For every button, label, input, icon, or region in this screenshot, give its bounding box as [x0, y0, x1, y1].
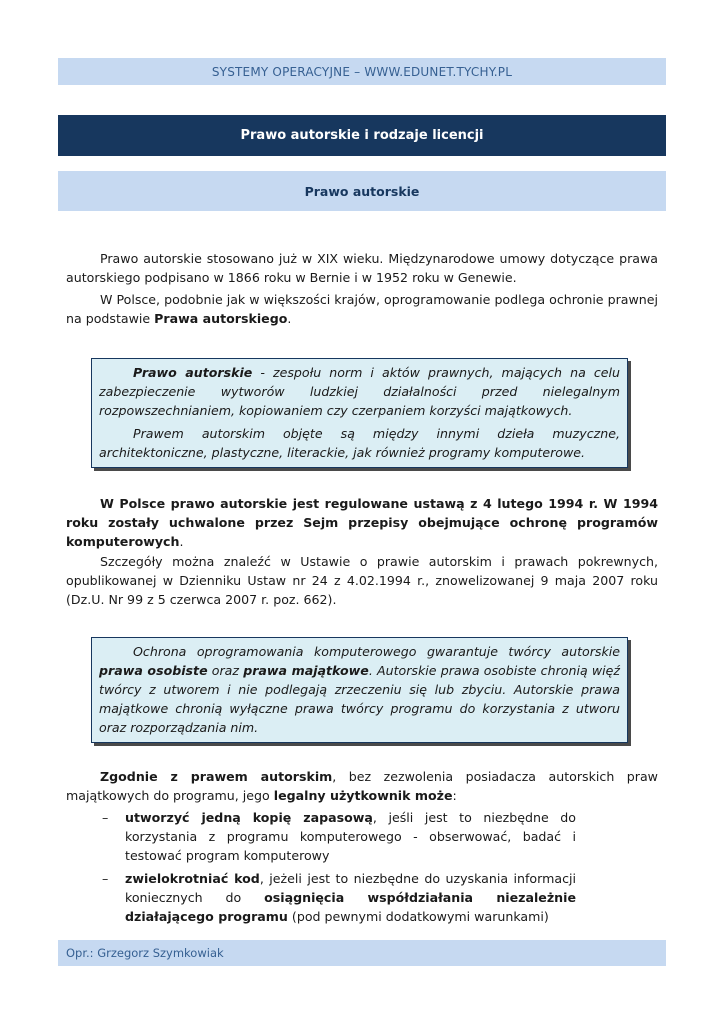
intro-p2-bold: Prawa autorskiego	[154, 311, 288, 326]
item2-bold2: osiągnięcia współdziałania niezależnie działającego programu	[125, 890, 576, 924]
callout-definition-text: - zespołu norm i aktów prawnych, mających na celu zabezpieczenie wytworów ludzkiej działalności przed nielegalnym rozpowszechnianiem, kopiowaniem czy czerpaniem korzyści majątkowych.	[99, 365, 620, 418]
callout-rights-t1: Ochrona oprogramowania komputerowego gwarantuje twórcy autorskie	[133, 644, 620, 659]
intro-p1-text: Prawo autorskie stosowano już w XIX wieku. Międzynarodowe umowy dotyczące prawa autorskiego podpisano w 1866 roku w Bernie i w 1952 roku w Genewie.	[66, 251, 658, 285]
section-heading	[58, 171, 666, 211]
list-item	[102, 808, 576, 865]
item2-text1: , jeżeli jest to niezbędne do uzyskania informacji koniecznych do	[125, 871, 576, 905]
law-paragraph-1	[66, 494, 658, 551]
callout-rights-text	[99, 642, 620, 737]
footer-text: Opr.: Grzegorz Szymkowiak	[66, 946, 224, 960]
callout-term: Prawo autorskie	[133, 365, 253, 380]
law-p2-text: Szczegóły można znaleźć w Ustawie o prawie autorskim i prawach pokrewnych, opublikowanej w Dzienniku Ustaw nr 24 z 4.02.1994 r., znowelizowanej 9 maja 2007 roku (Dz.U. Nr 99 z 5 czerwca 2007 r. poz. 662).	[66, 554, 658, 607]
item1-bold: utworzyć jedną kopię zapasową	[125, 810, 373, 825]
dash-bullet-icon: –	[102, 871, 109, 886]
rights-b1: Zgodnie z prawem autorskim	[100, 769, 333, 784]
intro-paragraph-2	[66, 290, 658, 328]
section-heading-text: Prawo autorskie	[304, 183, 420, 199]
dash-bullet-icon: –	[102, 810, 109, 825]
callout-rights-t3: . Autorskie prawa osobiste chronią więź twórcy z utworem i nie podlegają zrzeczeniu się lub zbyciu. Autorskie prawa majątkowe chronią wyłączne prawa twórcy programu do korzystania z utworu oraz rozporządzania nim.	[99, 663, 621, 735]
rights-list	[102, 808, 576, 930]
callout-rights	[91, 637, 628, 743]
law-p1-end: .	[179, 534, 184, 549]
item2-text2: (pod pewnymi dodatkowymi warunkami)	[287, 909, 549, 924]
intro-p2-text: W Polsce, podobnie jak w większości krajów, oprogramowanie podlega ochronie prawnej na podstawie	[66, 292, 658, 326]
page-header	[58, 58, 666, 85]
item2-bold: zwielokrotniać kod	[125, 871, 260, 886]
document-title	[58, 115, 666, 156]
header-text: SYSTEMY OPERACYJNE – WWW.EDUNET.TYCHY.PL	[211, 64, 513, 79]
callout-rights-b1: prawa osobiste	[99, 663, 208, 678]
page-footer	[58, 940, 666, 966]
intro-paragraph-1	[66, 249, 658, 287]
rights-t1: , bez zezwolenia posiadacza autorskich praw majątkowych do programu, jego	[66, 769, 658, 803]
intro-p2-end: .	[287, 311, 292, 326]
list-item	[102, 869, 576, 926]
callout-definition	[91, 358, 628, 468]
rights-intro-paragraph	[66, 767, 658, 805]
item1-text: , jeśli jest to niezbędne do korzystania z programu komputerowego - obserwować, badać i testować program komputerowy	[125, 810, 576, 863]
rights-t2: :	[452, 788, 457, 803]
callout-definition-p2: Prawem autorskim objęte są między innymi dzieła muzyczne, architektoniczne, plastyczne, literackie, jak również programy komputerowe.	[99, 426, 620, 460]
callout-rights-t2: oraz	[207, 663, 244, 678]
law-p1-bold: W Polsce prawo autorskie jest regulowane ustawą z 4 lutego 1994 r. W 1994 roku zostały uchwalone przez Sejm przepisy obejmujące ochronę programów komputerowych	[66, 496, 658, 549]
rights-b2: legalny użytkownik może	[273, 788, 453, 803]
callout-rights-b2: prawa majątkowe	[243, 663, 369, 678]
law-paragraph-2	[66, 552, 658, 609]
callout-definition-p1	[99, 363, 620, 420]
title-text: Prawo autorskie i rodzaje licencji	[240, 128, 484, 143]
